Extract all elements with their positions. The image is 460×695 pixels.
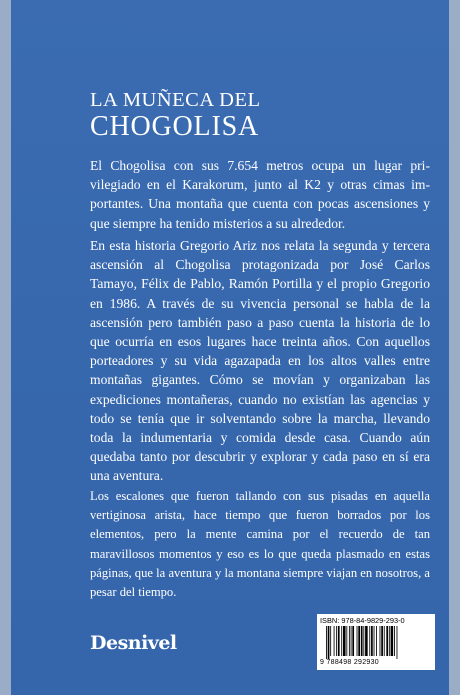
isbn-label: ISBN: 978-84-9829-293-0 bbox=[320, 616, 405, 625]
isbn-barcode bbox=[317, 614, 435, 670]
publisher-logo: Desnivel bbox=[90, 632, 177, 654]
book-title bbox=[90, 88, 261, 142]
title-line-2: CHOGOLISA bbox=[90, 111, 259, 142]
synopsis-paragraph-1: El Chogolisa con sus 7.654 metros ocupa un lugar privilegiado en el Karakorum, junto al K2 y otras cimas importantes. Una montaña que cuenta con pocas ascensiones y que siempre ha tenido misterios a su alrededor. bbox=[90, 158, 430, 231]
barcode-bars bbox=[320, 626, 432, 659]
barcode-digits: 9 788498 292930 bbox=[320, 659, 379, 666]
back-cover bbox=[11, 0, 449, 695]
title-line-1: LA MUÑECA DEL bbox=[90, 89, 261, 111]
synopsis-paragraph-3: Los escalones que fueron tallando con sus pisadas en aquella vertiginosa arista, hace tiempo que fueron borrados por los elementos, pero la mente camina por el recuerdo de tan maravillosos momentos y eso es lo que queda plasmado en estas páginas, que la aventura y la montana siempre viajan en nosotros, a pesar del tiempo. bbox=[90, 489, 430, 600]
synopsis-paragraph-2: En esta historia Gregorio Ariz nos relata la segunda y tercera ascensión al Chogolisa protagonizada por José Carlos Tamayo, Félix de Pablo, Ramón Portilla y el propio Gregorio en 1986. A través de su vivencia personal se habla de la ascensión pero también paso a paso cuenta la historia de lo que ocurría en esos lugares hace treinta años. Con aquellos porteadores y su vida agazapada en los altos valles entre montañas gigantes. Cómo se movían y organizaban las expediciones montañeras, cuando no existían las agencias y todo se tenía que ir solventando sobre la marcha, llevando toda la indumentaria y comida desde casa. Cuando aún quedaba tanto por descubrir y explorar y cada paso en sí era una aventura. bbox=[90, 238, 430, 484]
